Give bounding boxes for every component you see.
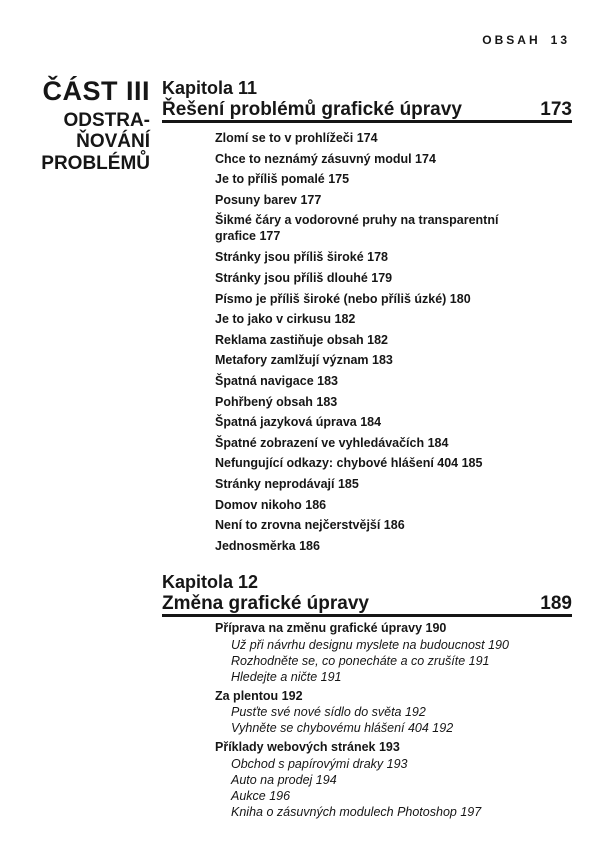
part-subtitle <box>22 110 150 174</box>
chapter-page: 189 <box>540 593 572 614</box>
toc-entry: Špatná jazyková úprava 184 <box>215 415 382 430</box>
page-number: 13 <box>550 33 570 47</box>
chapter-title: Změna grafické úpravy <box>162 593 369 614</box>
toc-entry: Šikmé čáry a vodorovné pruhy na transparentní grafice 177 <box>215 213 499 243</box>
toc-entry: Nefungující odkazy: chybové hlášení 404 185 <box>215 456 483 471</box>
toc-entry: Špatné zobrazení ve vyhledávačích 184 <box>215 435 449 450</box>
chapter-label: Kapitola 12 <box>162 572 259 592</box>
toc-sub-entry: Auto na prodej 194 <box>231 772 337 787</box>
part-heading <box>22 78 150 174</box>
running-head <box>482 33 570 47</box>
toc-entry: Stránky jsou příliš široké 178 <box>215 250 388 265</box>
part-title: ČÁST III <box>42 76 150 106</box>
toc-entry: Posuny barev 177 <box>215 192 322 207</box>
toc-entry: Domov nikoho 186 <box>215 497 327 512</box>
toc-entry: Jednosměrka 186 <box>215 538 320 553</box>
toc-sub-entry: Už při návrhu designu myslete na budoucnost 190 <box>231 637 509 652</box>
chapter-page: 173 <box>540 99 572 120</box>
chapter-title-row <box>162 593 572 617</box>
toc-entry: Stránky neprodávají 185 <box>215 476 359 491</box>
toc-sub-entry: Vyhněte se chybovému hlášení 404 192 <box>231 721 454 735</box>
chapter-label: Kapitola 11 <box>162 78 258 98</box>
toc-sub-entry: Kniha o zásuvných modulech Photoshop 197 <box>231 804 482 819</box>
toc-entry: Stránky jsou příliš dlouhé 179 <box>215 270 393 285</box>
toc-sub-entry: Aukce 196 <box>231 788 291 803</box>
chapter-title: Řešení problémů grafické úpravy <box>162 99 462 120</box>
toc-entry: Je to příliš pomalé 175 <box>215 172 350 187</box>
toc-entry: Chce to neznámý zásuvný modul 174 <box>215 151 436 166</box>
toc-entry: Zlomí se to v prohlížeči 174 <box>215 131 378 145</box>
toc-section-heading: Příklady webových stránek 193 <box>215 740 400 754</box>
chapter-11 <box>162 78 572 556</box>
toc-entry: Reklama zastiňuje obsah 182 <box>215 332 388 347</box>
toc-sub-entry: Pusťte své nové sídlo do světa 192 <box>231 705 426 719</box>
toc-sub-entry: Obchod s papírovými draky 193 <box>231 756 408 771</box>
toc-entry: Metafory zamlžují význam 183 <box>215 353 393 368</box>
toc-section-heading: Za plentou 192 <box>215 688 303 703</box>
toc-section-heading: Příprava na změnu grafické úpravy 190 <box>215 621 447 635</box>
chapter-entries <box>215 128 572 556</box>
part-subtitle-line: ŇOVÁNÍ <box>76 131 150 153</box>
toc-entry: Není to zrovna nejčerstvější 186 <box>215 518 405 533</box>
toc-entry: Pohřbený obsah 183 <box>215 394 338 409</box>
chapter-entries <box>215 620 572 820</box>
toc-entry: Špatná navigace 183 <box>215 373 338 388</box>
toc-entry: Písmo je příliš široké (nebo příliš úzké) 180 <box>215 291 471 306</box>
running-head-section: OBSAH <box>482 33 541 47</box>
toc-sub-entry: Hledejte a ničte 191 <box>231 669 342 684</box>
part-subtitle-line: PROBLÉMŮ <box>41 152 150 174</box>
toc-sub-entry: Rozhodněte se, co ponecháte a co zrušíte 191 <box>231 653 490 668</box>
chapter-12 <box>162 572 572 820</box>
part-subtitle-line: ODSTRA- <box>63 110 150 131</box>
chapter-title-row <box>162 99 572 123</box>
toc-entry: Je to jako v cirkusu 182 <box>215 312 356 327</box>
